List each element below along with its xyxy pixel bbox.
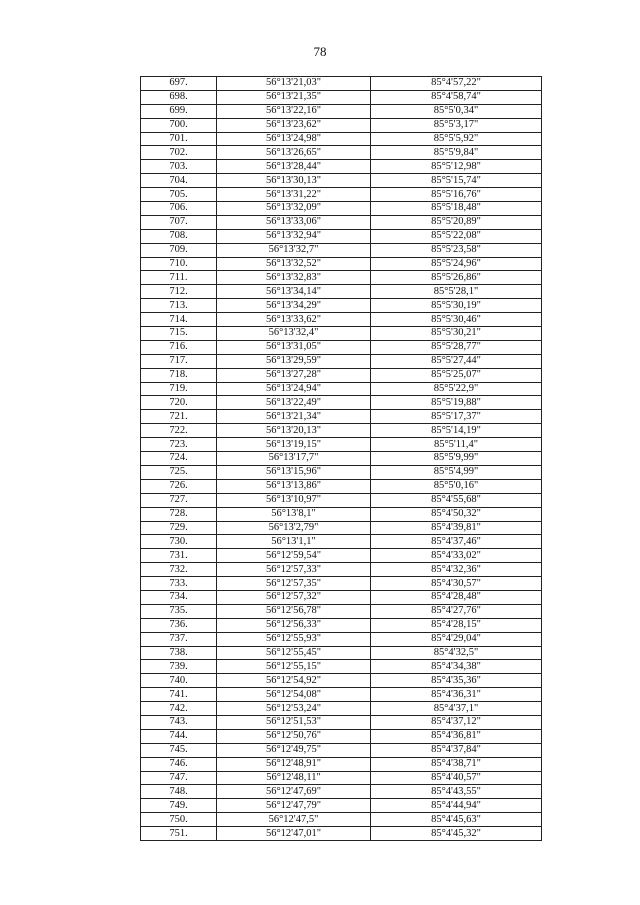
table-row [141, 77, 542, 91]
point-number-cell: 709. [141, 243, 217, 257]
longitude-cell: 85°5'30,19" [371, 299, 542, 313]
latitude-cell: 56°12'56,33" [217, 618, 371, 632]
point-number-cell: 746. [141, 757, 217, 771]
latitude-cell: 56°13'30,13" [217, 174, 371, 188]
point-number-cell: 719. [141, 382, 217, 396]
latitude-cell: 56°13'24,94" [217, 382, 371, 396]
point-number-cell: 716. [141, 340, 217, 354]
table-row [141, 257, 542, 271]
latitude-cell: 56°13'19,15" [217, 438, 371, 452]
latitude-cell: 56°13'20,13" [217, 424, 371, 438]
longitude-cell: 85°5'20,89" [371, 215, 542, 229]
latitude-cell: 56°12'55,93" [217, 632, 371, 646]
table-row [141, 202, 542, 216]
table-row [141, 465, 542, 479]
point-number-cell: 714. [141, 313, 217, 327]
coordinates-table [140, 76, 542, 841]
longitude-cell: 85°4'38,71" [371, 757, 542, 771]
longitude-cell: 85°4'45,63" [371, 813, 542, 827]
page-number: 78 [313, 44, 327, 59]
latitude-cell: 56°13'32,52" [217, 257, 371, 271]
point-number-cell: 707. [141, 215, 217, 229]
table-row [141, 507, 542, 521]
point-number-cell: 735. [141, 604, 217, 618]
longitude-cell: 85°5'24,96" [371, 257, 542, 271]
latitude-cell: 56°13'32,4" [217, 327, 371, 341]
latitude-cell: 56°13'15,96" [217, 465, 371, 479]
latitude-cell: 56°12'54,08" [217, 688, 371, 702]
point-number-cell: 712. [141, 285, 217, 299]
point-number-cell: 729. [141, 521, 217, 535]
point-number-cell: 750. [141, 813, 217, 827]
longitude-cell: 85°4'45,32" [371, 827, 542, 841]
latitude-cell: 56°12'48,91" [217, 757, 371, 771]
point-number-cell: 700. [141, 118, 217, 132]
table-row [141, 396, 542, 410]
longitude-cell: 85°4'39,81" [371, 521, 542, 535]
latitude-cell: 56°12'47,69" [217, 785, 371, 799]
longitude-cell: 85°5'12,98" [371, 160, 542, 174]
table-row [141, 299, 542, 313]
longitude-cell: 85°4'28,48" [371, 590, 542, 604]
longitude-cell: 85°4'28,15" [371, 618, 542, 632]
longitude-cell: 85°5'30,21" [371, 327, 542, 341]
longitude-cell: 85°4'37,46" [371, 535, 542, 549]
longitude-cell: 85°4'50,32" [371, 507, 542, 521]
longitude-cell: 85°5'5,92" [371, 132, 542, 146]
table-row [141, 563, 542, 577]
longitude-cell: 85°5'11,4" [371, 438, 542, 452]
point-number-cell: 728. [141, 507, 217, 521]
point-number-cell: 724. [141, 452, 217, 466]
table-row [141, 313, 542, 327]
table-row [141, 160, 542, 174]
latitude-cell: 56°13'32,7" [217, 243, 371, 257]
latitude-cell: 56°12'57,35" [217, 577, 371, 591]
point-number-cell: 718. [141, 368, 217, 382]
point-number-cell: 697. [141, 77, 217, 91]
longitude-cell: 85°4'32,36" [371, 563, 542, 577]
table-row [141, 118, 542, 132]
latitude-cell: 56°13'27,28" [217, 368, 371, 382]
longitude-cell: 85°5'9,84" [371, 146, 542, 160]
longitude-cell: 85°4'58,74" [371, 90, 542, 104]
latitude-cell: 56°13'10,97" [217, 493, 371, 507]
longitude-cell: 85°5'25,07" [371, 368, 542, 382]
table-row [141, 702, 542, 716]
longitude-cell: 85°4'29,04" [371, 632, 542, 646]
latitude-cell: 56°13'28,44" [217, 160, 371, 174]
latitude-cell: 56°13'34,14" [217, 285, 371, 299]
table-row [141, 271, 542, 285]
point-number-cell: 748. [141, 785, 217, 799]
table-row [141, 452, 542, 466]
table-row [141, 493, 542, 507]
latitude-cell: 56°12'47,01" [217, 827, 371, 841]
table-row [141, 340, 542, 354]
point-number-cell: 699. [141, 104, 217, 118]
table-row [141, 424, 542, 438]
longitude-cell: 85°5'22,9" [371, 382, 542, 396]
point-number-cell: 708. [141, 229, 217, 243]
latitude-cell: 56°12'48,11" [217, 771, 371, 785]
longitude-cell: 85°4'35,36" [371, 674, 542, 688]
table-row [141, 229, 542, 243]
point-number-cell: 706. [141, 202, 217, 216]
longitude-cell: 85°5'30,46" [371, 313, 542, 327]
point-number-cell: 737. [141, 632, 217, 646]
point-number-cell: 740. [141, 674, 217, 688]
longitude-cell: 85°4'36,31" [371, 688, 542, 702]
longitude-cell: 85°5'0,34" [371, 104, 542, 118]
longitude-cell: 85°5'17,37" [371, 410, 542, 424]
latitude-cell: 56°13'32,83" [217, 271, 371, 285]
table-row [141, 479, 542, 493]
longitude-cell: 85°5'18,48" [371, 202, 542, 216]
longitude-cell: 85°4'44,94" [371, 799, 542, 813]
point-number-cell: 715. [141, 327, 217, 341]
table-row [141, 215, 542, 229]
table-row [141, 743, 542, 757]
longitude-cell: 85°5'23,58" [371, 243, 542, 257]
point-number-cell: 741. [141, 688, 217, 702]
point-number-cell: 720. [141, 396, 217, 410]
latitude-cell: 56°13'21,03" [217, 77, 371, 91]
table-row [141, 521, 542, 535]
table-row [141, 535, 542, 549]
table-row [141, 785, 542, 799]
point-number-cell: 711. [141, 271, 217, 285]
table-row [141, 590, 542, 604]
latitude-cell: 56°12'49,75" [217, 743, 371, 757]
table-row [141, 757, 542, 771]
table-row [141, 813, 542, 827]
point-number-cell: 733. [141, 577, 217, 591]
latitude-cell: 56°13'22,49" [217, 396, 371, 410]
longitude-cell: 85°4'37,1" [371, 702, 542, 716]
point-number-cell: 739. [141, 660, 217, 674]
point-number-cell: 734. [141, 590, 217, 604]
latitude-cell: 56°12'55,45" [217, 646, 371, 660]
latitude-cell: 56°13'29,59" [217, 354, 371, 368]
latitude-cell: 56°13'21,35" [217, 90, 371, 104]
latitude-cell: 56°13'22,16" [217, 104, 371, 118]
latitude-cell: 56°13'31,22" [217, 188, 371, 202]
latitude-cell: 56°13'34,29" [217, 299, 371, 313]
point-number-cell: 701. [141, 132, 217, 146]
point-number-cell: 722. [141, 424, 217, 438]
table-row [141, 243, 542, 257]
longitude-cell: 85°5'14,19" [371, 424, 542, 438]
latitude-cell: 56°13'26,65" [217, 146, 371, 160]
point-number-cell: 730. [141, 535, 217, 549]
longitude-cell: 85°5'22,08" [371, 229, 542, 243]
table-row [141, 285, 542, 299]
point-number-cell: 704. [141, 174, 217, 188]
point-number-cell: 751. [141, 827, 217, 841]
latitude-cell: 56°13'2,79" [217, 521, 371, 535]
latitude-cell: 56°12'47,5" [217, 813, 371, 827]
latitude-cell: 56°13'8,1" [217, 507, 371, 521]
latitude-cell: 56°13'17,7" [217, 452, 371, 466]
latitude-cell: 56°12'50,76" [217, 729, 371, 743]
latitude-cell: 56°13'33,62" [217, 313, 371, 327]
table-row [141, 660, 542, 674]
table-row [141, 715, 542, 729]
longitude-cell: 85°5'4,99" [371, 465, 542, 479]
longitude-cell: 85°4'34,38" [371, 660, 542, 674]
point-number-cell: 727. [141, 493, 217, 507]
point-number-cell: 703. [141, 160, 217, 174]
longitude-cell: 85°5'16,76" [371, 188, 542, 202]
longitude-cell: 85°5'0,16" [371, 479, 542, 493]
longitude-cell: 85°4'33,02" [371, 549, 542, 563]
table-row [141, 632, 542, 646]
table-row [141, 771, 542, 785]
longitude-cell: 85°4'43,55" [371, 785, 542, 799]
longitude-cell: 85°5'27,44" [371, 354, 542, 368]
point-number-cell: 726. [141, 479, 217, 493]
latitude-cell: 56°12'54,92" [217, 674, 371, 688]
latitude-cell: 56°13'33,06" [217, 215, 371, 229]
latitude-cell: 56°12'55,15" [217, 660, 371, 674]
table-row [141, 618, 542, 632]
latitude-cell: 56°12'53,24" [217, 702, 371, 716]
table-row [141, 174, 542, 188]
longitude-cell: 85°5'28,77" [371, 340, 542, 354]
longitude-cell: 85°4'32,5" [371, 646, 542, 660]
longitude-cell: 85°5'28,1" [371, 285, 542, 299]
table-row [141, 146, 542, 160]
point-number-cell: 738. [141, 646, 217, 660]
table-row [141, 132, 542, 146]
table-row [141, 104, 542, 118]
point-number-cell: 698. [141, 90, 217, 104]
longitude-cell: 85°5'15,74" [371, 174, 542, 188]
longitude-cell: 85°5'3,17" [371, 118, 542, 132]
latitude-cell: 56°13'23,62" [217, 118, 371, 132]
longitude-cell: 85°4'36,81" [371, 729, 542, 743]
latitude-cell: 56°12'47,79" [217, 799, 371, 813]
latitude-cell: 56°13'32,09" [217, 202, 371, 216]
longitude-cell: 85°4'27,76" [371, 604, 542, 618]
longitude-cell: 85°4'37,12" [371, 715, 542, 729]
point-number-cell: 743. [141, 715, 217, 729]
table-row [141, 729, 542, 743]
table-row [141, 410, 542, 424]
coordinates-table-body [141, 77, 542, 841]
table-row [141, 188, 542, 202]
longitude-cell: 85°5'9,99" [371, 452, 542, 466]
latitude-cell: 56°12'57,32" [217, 590, 371, 604]
table-row [141, 799, 542, 813]
latitude-cell: 56°13'24,98" [217, 132, 371, 146]
point-number-cell: 736. [141, 618, 217, 632]
table-row [141, 674, 542, 688]
latitude-cell: 56°12'57,33" [217, 563, 371, 577]
table-row [141, 549, 542, 563]
latitude-cell: 56°13'21,34" [217, 410, 371, 424]
point-number-cell: 702. [141, 146, 217, 160]
point-number-cell: 723. [141, 438, 217, 452]
longitude-cell: 85°5'26,86" [371, 271, 542, 285]
point-number-cell: 713. [141, 299, 217, 313]
table-row [141, 382, 542, 396]
point-number-cell: 749. [141, 799, 217, 813]
table-row [141, 688, 542, 702]
longitude-cell: 85°4'40,57" [371, 771, 542, 785]
table-row [141, 90, 542, 104]
latitude-cell: 56°13'31,05" [217, 340, 371, 354]
longitude-cell: 85°5'19,88" [371, 396, 542, 410]
table-row [141, 438, 542, 452]
point-number-cell: 732. [141, 563, 217, 577]
point-number-cell: 705. [141, 188, 217, 202]
longitude-cell: 85°4'30,57" [371, 577, 542, 591]
longitude-cell: 85°4'37,84" [371, 743, 542, 757]
longitude-cell: 85°4'55,68" [371, 493, 542, 507]
table-row [141, 827, 542, 841]
point-number-cell: 710. [141, 257, 217, 271]
point-number-cell: 731. [141, 549, 217, 563]
latitude-cell: 56°12'59,54" [217, 549, 371, 563]
table-row [141, 604, 542, 618]
point-number-cell: 747. [141, 771, 217, 785]
point-number-cell: 725. [141, 465, 217, 479]
latitude-cell: 56°13'32,94" [217, 229, 371, 243]
table-row [141, 577, 542, 591]
latitude-cell: 56°12'51,53" [217, 715, 371, 729]
point-number-cell: 744. [141, 729, 217, 743]
latitude-cell: 56°12'56,78" [217, 604, 371, 618]
point-number-cell: 745. [141, 743, 217, 757]
table-row [141, 368, 542, 382]
latitude-cell: 56°13'1,1" [217, 535, 371, 549]
point-number-cell: 721. [141, 410, 217, 424]
table-row [141, 354, 542, 368]
table-row [141, 646, 542, 660]
point-number-cell: 742. [141, 702, 217, 716]
point-number-cell: 717. [141, 354, 217, 368]
table-row [141, 327, 542, 341]
longitude-cell: 85°4'57,22" [371, 77, 542, 91]
latitude-cell: 56°13'13,86" [217, 479, 371, 493]
